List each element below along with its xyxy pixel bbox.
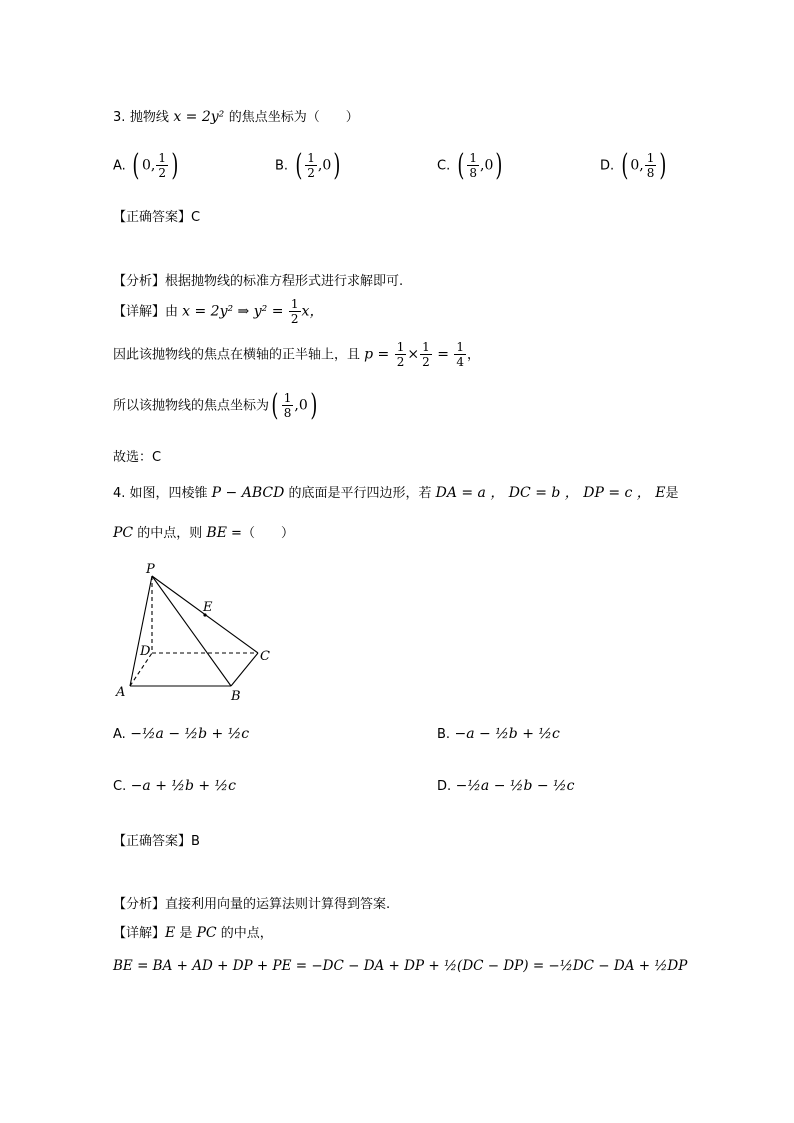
q4-detail-line1: 【详解】E 是 PC 的中点，: [113, 925, 273, 941]
q3-number: 3.: [113, 110, 126, 125]
q3-detail-line3: 所以该抛物线的焦点坐标为( $\frac{1}{8}$ ,0): [113, 388, 318, 423]
label-c: C: [260, 649, 270, 664]
q3-equation: x = 2y²: [173, 109, 229, 125]
label-d: D: [140, 644, 151, 659]
q3-conclusion: 故选：C: [113, 450, 162, 465]
q3-option-a: A. ( 0, $\frac{1}{2}$ ): [113, 148, 179, 183]
q3-option-d: D. ( 0, $\frac{1}{8}$ ): [600, 148, 667, 183]
q3-stem: 3. 抛物线 x = 2y² 的焦点坐标为（ ）: [113, 109, 359, 125]
q4-option-d: D. −½a − ½b − ½c: [437, 778, 575, 794]
q4-analysis: 【分析】直接利用向量的运算法则计算得到答案.: [113, 897, 391, 912]
q3-answer: 【正确答案】C: [113, 210, 201, 225]
q4-derivation: BE = BA + AD + DP + PE = −DC − DA + DP + ½(DC − DP) = −½DC − DA + ½DP: [113, 958, 688, 974]
q4-stem-line2: PC 的中点，则 BE =（ ）: [113, 525, 294, 541]
q4-option-a: A. −½a − ½b + ½c: [113, 726, 250, 742]
q4-answer: 【正确答案】B: [113, 834, 200, 849]
q3-detail-line1: 【详解】由 x = 2y² ⇒ y² = $\frac{1}{2}$ x，: [113, 297, 324, 326]
label-p: P: [146, 562, 155, 577]
q3-option-b: B. ( $\frac{1}{2}$ ,0): [275, 148, 341, 183]
q3-analysis: 【分析】根据抛物线的标准方程形式进行求解即可.: [113, 274, 404, 289]
q3-detail-line2: 因此该抛物线的焦点在横轴的正半轴上，且 p = $\frac{1}{2}$ × $\frac{1}{2}$ = $\frac{1}{4}$ ，: [113, 340, 481, 369]
label-e: E: [203, 600, 213, 615]
pyramid-figure: [110, 562, 280, 707]
label-b: B: [231, 689, 241, 704]
q4-option-c: C. −a + ½b + ½c: [113, 778, 236, 794]
q4-stem-line1: 4. 如图，四棱锥 P − ABCD 的底面是平行四边形，若 DA = a ， DC = b ， DP = c ， E是: [113, 485, 679, 501]
label-a: A: [116, 685, 126, 700]
q4-option-b: B. −a − ½b + ½c: [437, 726, 560, 742]
q3-option-c: C. ( $\frac{1}{8}$ ,0): [437, 148, 503, 183]
